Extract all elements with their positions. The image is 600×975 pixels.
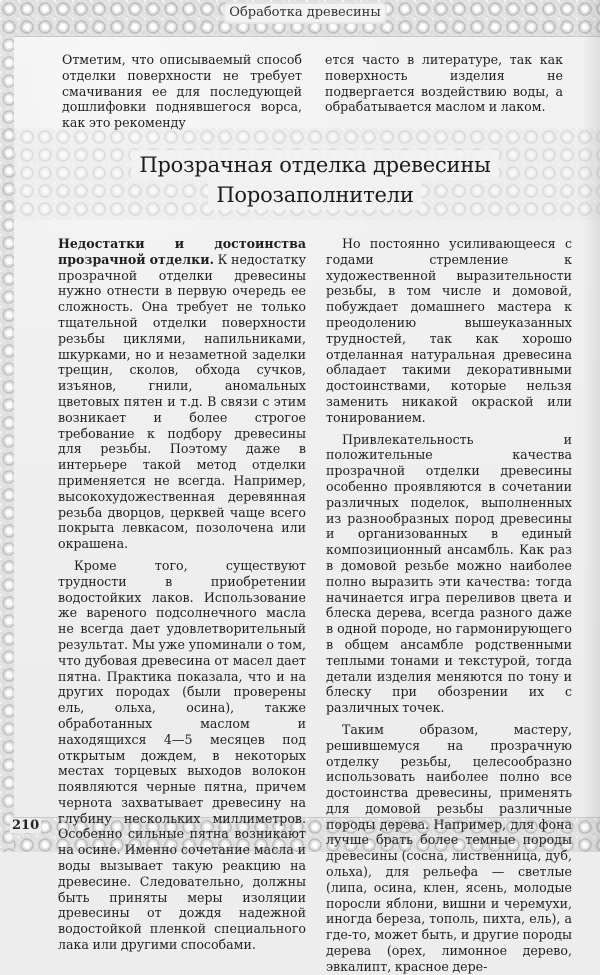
- paragraph-4: Привлекательность и положительные качества прозрачной отделки древесины особенно проявляются в сочетании различных поделок, выполненных из разнообразных пород древесины и организованных в единый композиционный ансамбль. Как раз в домовой резьбе можно наиболее полно выразить эти качества: тогда начинается игра переливов цвета и блеска дерева, всегда разного даже в одной породе, но гармонирующего в общем ансамбле родственными теплыми тонами и текстурой, тогда детали изделия меняются по тону и блеску при обозрении их с различных точек.: [326, 431, 572, 716]
- right-text-column: [326, 236, 572, 974]
- paragraph-1: [58, 236, 306, 552]
- paragraph-3: Но постоянно усиливающееся с годами стремление к художественной выразительности резьбы, в том числе и домовой, побуждает домашнего мастера к преодолению вышеуказанных трудностей, так как хорошо отделанная натуральная древесина обладает такими декоративными достоинствами, которые нельзя заменить никакой окраской или тонированием.: [326, 236, 572, 425]
- chapter-title-line-1: Прозрачная отделка древесины: [131, 150, 498, 180]
- intro-left-column: [62, 52, 302, 131]
- paragraph-1-lead: Недостатки и достоинства прозрачной отделки.: [58, 236, 306, 267]
- left-text-column: [58, 236, 307, 953]
- intro-paragraph-continuation: ется часто в литературе, так как поверхность изделия не подвергается воздействию воды, а обрабатывается маслом и лаком.: [325, 52, 563, 115]
- intro-paragraph: Отметим, что описываемый способ отделки поверхности не требует смачивания ее для последующей дошлифовки поднявшегося ворса, как это рекоменду: [62, 52, 302, 131]
- chapter-title-line-2: Порозаполнители: [208, 180, 421, 210]
- page-number: 210: [12, 818, 40, 833]
- intro-right-column: [325, 52, 563, 120]
- paragraph-1-text: К недостатку прозрачной отделки древесины нужно отнести в первую очередь ее сложность. Она требует не только тщательной отделки поверхности резьбы циклями, напильниками, шкурками, но и незаметной заделки трещин, сколов, обхода сучков, изъянов, гнили, аномальных цветовых пятен и т.д. В связи с этим возникает и более строгое требование к подбору древесины для резьбы. Поэтому даже в интерьере такой метод отделки применяется не всегда. Например, высокохудожественная деревянная резьба дворцов, церквей чаще всего покрыта левкасом, позолочена или окрашена.: [58, 251, 307, 552]
- paragraph-2: Кроме того, существуют трудности в приобретении водостойких лаков. Использование же вареного подсолнечного масла не всегда дает удовлетворительный результат. Мы уже упоминали о том, что дубовая древесина от масел дает пятна. Практика показала, что и на других породах (были проверены ель, ольха, осина), также обработанных маслом и находящихся 4—5 месяцев под открытым дождем, в некоторых местах торцевых выходов волокон появляются черные пятна, причем чернота захватывает древесину на глубину нескольких миллиметров. Особенно сильные пятна возникают на осине. Именно сочетание масла и воды вызывает такую реакцию на древесине. Следовательно, должны быть приняты меры изоляции древесины от дождя надежной водостойкой пленкой специального лака или другими способами.: [58, 557, 306, 953]
- left-lace-border: [0, 0, 14, 852]
- paragraph-5: Таким образом, мастеру, решившемуся на прозрачную отделку резьбы, целесообразно использовать наиболее полно все достоинства древесины, применять для домовой резьбы различные породы дерева. Например, для фона лучше брать более темные породы древесины (сосна, лиственница, дуб, ольха), для рельефа — светлые (липа, осина, клен, ясень, молодые поросли яблони, вишни и черемухи, иногда береза, тополь, пихта, ель), а где-то, может быть, и другие породы дерева (орех, лимонное дерево, эвкалипт, красное дере-: [326, 721, 572, 974]
- running-head: Обработка древесины: [225, 4, 385, 22]
- chapter-title: [90, 150, 540, 210]
